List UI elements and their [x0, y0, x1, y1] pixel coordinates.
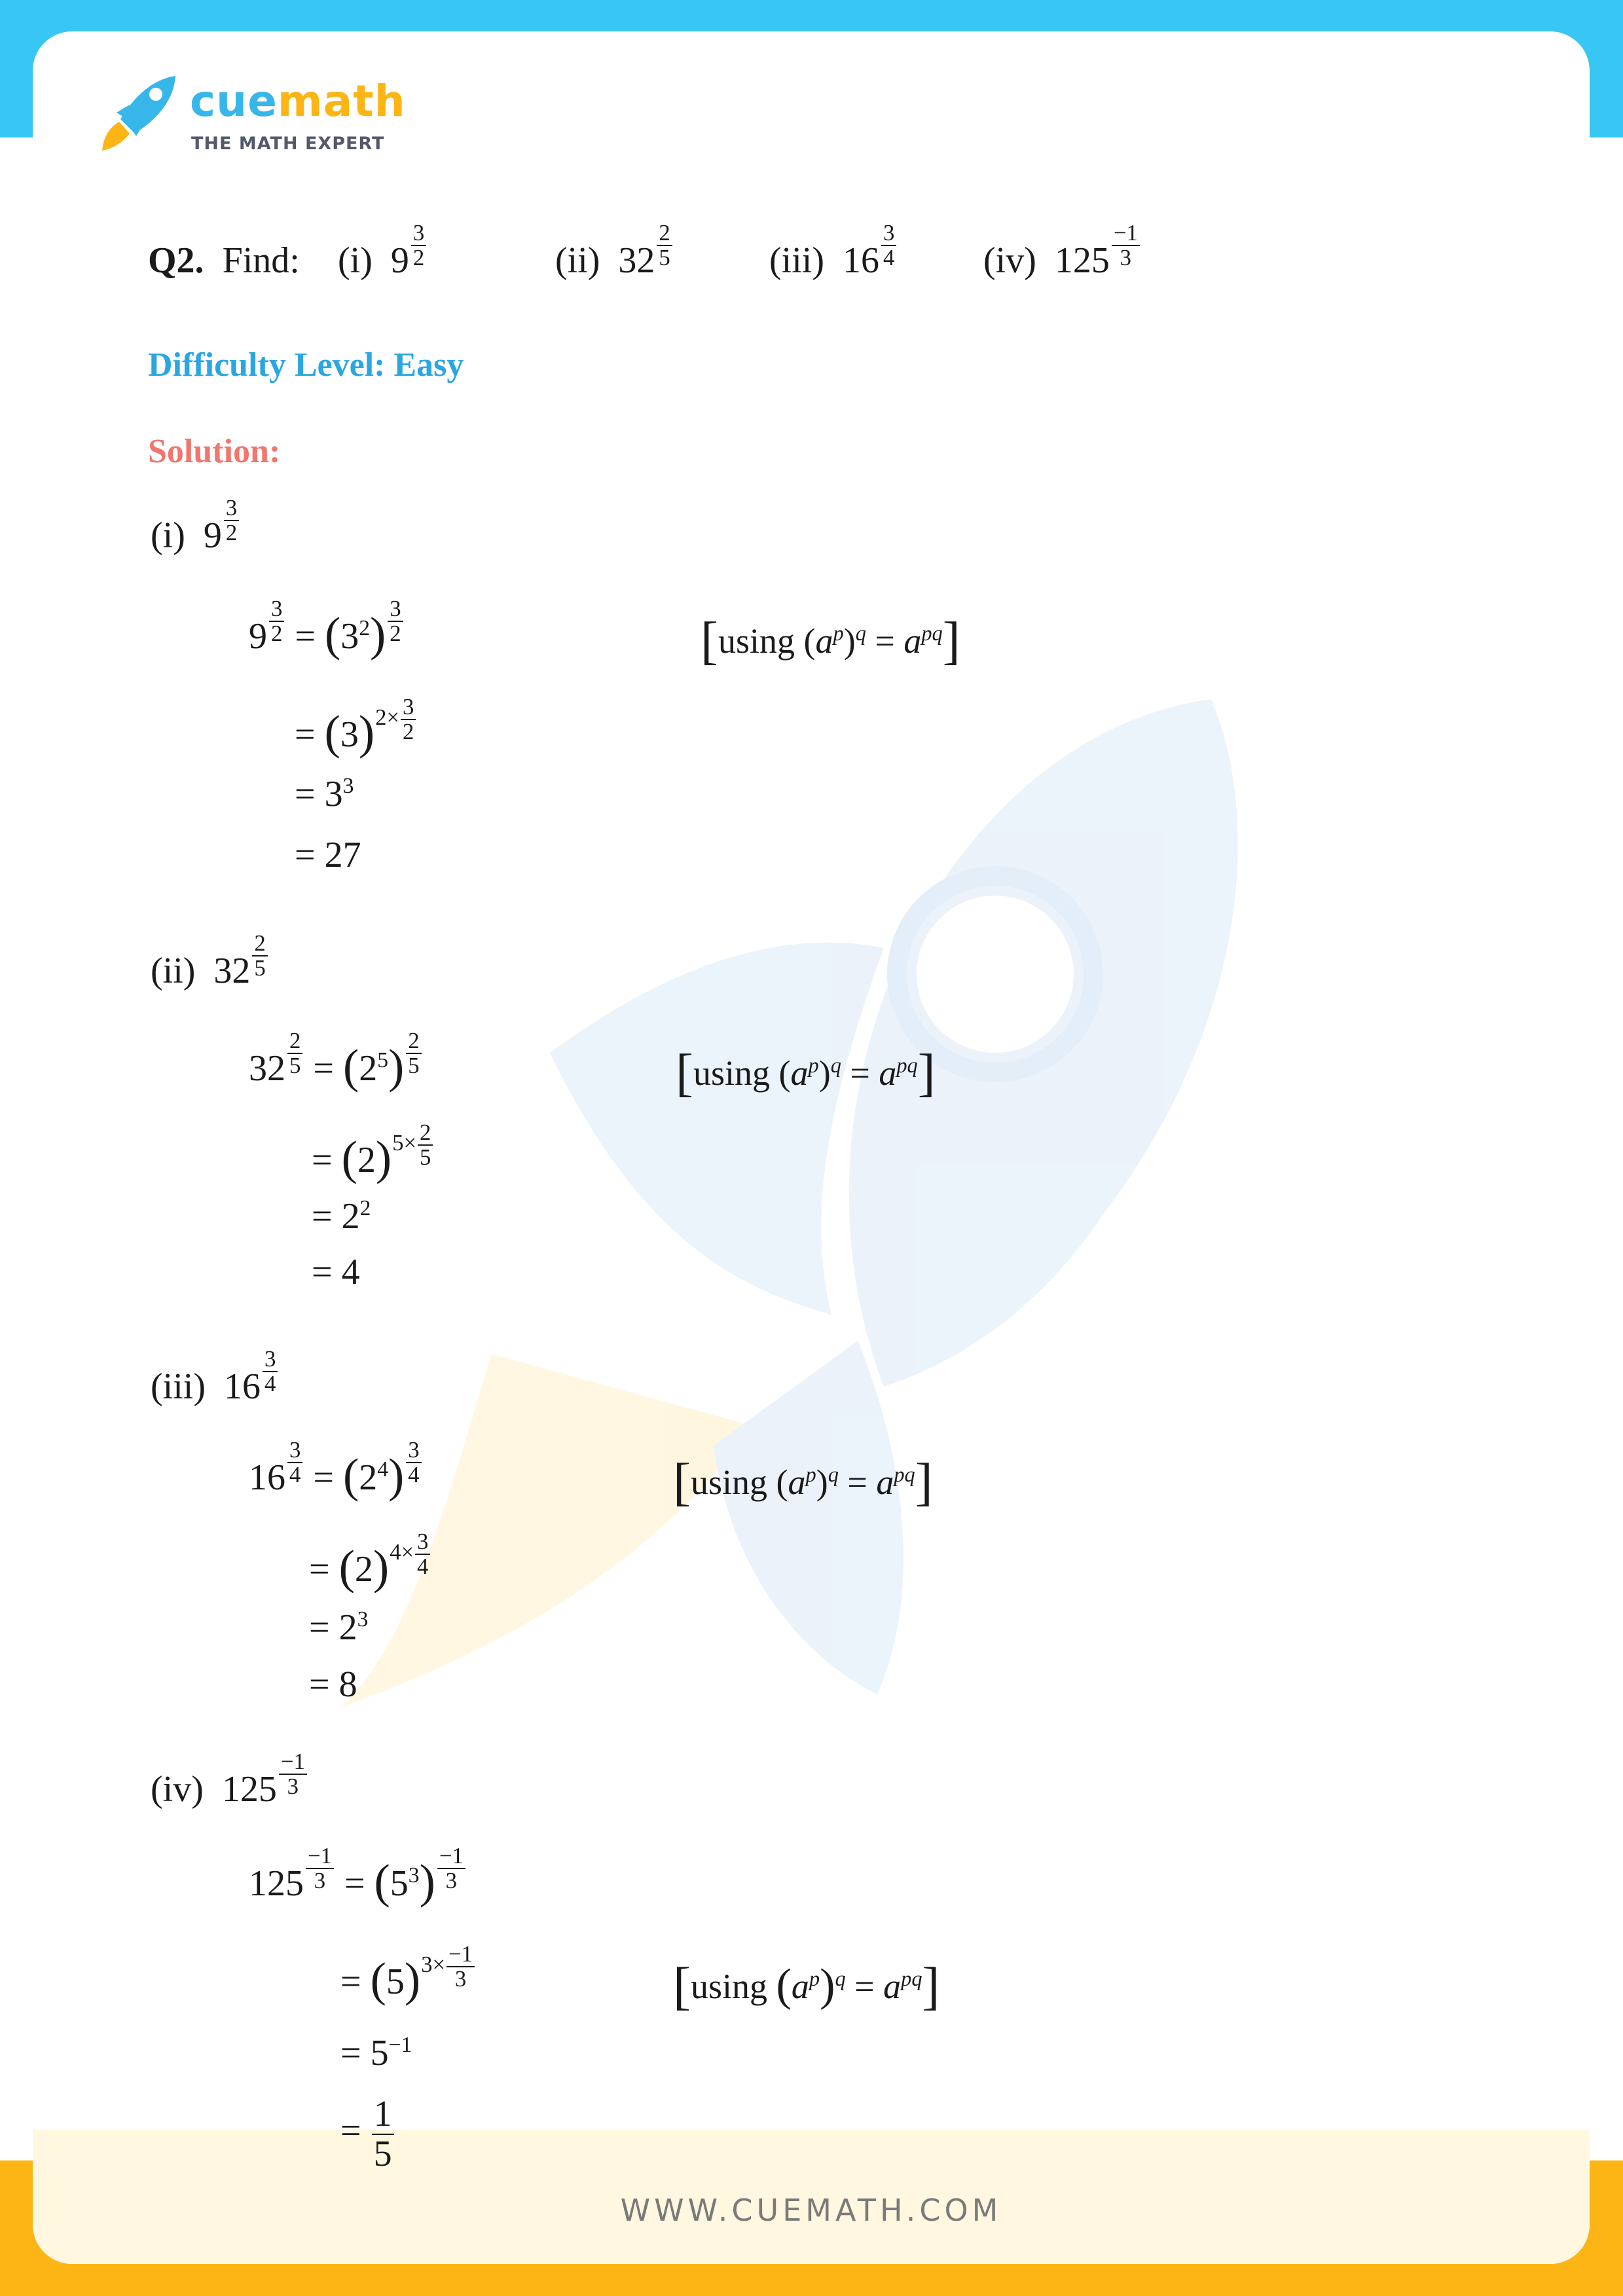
sol-i-step2: = $(3)^{2\times \frac{3}{2}}$: [295, 707, 417, 765]
sol-iv-step1: 125 $^{\frac{-1}{3}}$ = $(5^3)$ $^{\frac{-1}{3}}$: [249, 1856, 467, 1914]
question-label: Q2.: [148, 240, 204, 281]
rule-note-iv: [using $(a^p)^q = a^{pq}$]: [673, 1956, 940, 2015]
question-part-ii: (ii) 32 $^{\frac{2}{5}}$: [555, 242, 674, 291]
rule-note-iii: [using $(a^p)^q = a^{pq}$]: [673, 1452, 933, 1511]
sol-iii-header: (iii) 16 $^{\frac{3}{4}}$: [151, 1368, 279, 1417]
question-part-iii: (iii) 16 $^{\frac{3}{4}}$: [769, 242, 898, 291]
sol-iii-step1: 16 $^{\frac{3}{4}}$ = $(2^4)$ $^{\frac{3}{4}}$: [249, 1450, 423, 1508]
rule-note-ii: [using $(a^p)^q = a^{pq}$]: [676, 1043, 936, 1102]
question-prompt: Find:: [222, 240, 300, 281]
rocket-logo-icon: [90, 73, 182, 158]
footer-url[interactable]: WWW.CUEMATH.COM: [620, 2193, 1002, 2228]
logo-wordmark: cuemath: [190, 76, 406, 126]
sol-i-header: (i) 9 $^{\frac{3}{2}}$: [151, 517, 240, 566]
sol-i-result: = 27: [295, 835, 361, 875]
rule-note-i: [using $(a^p)^q = a^{pq}$]: [701, 611, 960, 670]
sol-ii-result: = 4: [312, 1252, 360, 1292]
sol-ii-step1: 32 $^{\frac{2}{5}}$ = $(2^5)$ $^{\frac{2}{5}}$: [249, 1041, 423, 1099]
sol-iii-step3: = $2^3$: [309, 1607, 369, 1648]
sol-ii-step3: = $2^2$: [312, 1195, 371, 1237]
cuemath-logo[interactable]: [90, 73, 405, 165]
difficulty-level: Difficulty Level: Easy: [148, 346, 464, 384]
sol-iv-result: = $\frac{1}{5}$: [340, 2095, 395, 2174]
sol-iii-result: = 8: [309, 1664, 357, 1705]
sol-iv-step3: = $5^{-1}$: [340, 2032, 412, 2073]
sol-ii-header: (ii) 32 $^{\frac{2}{5}}$: [151, 953, 269, 1002]
sol-iv-header: (iv) 125 $^{\frac{-1}{3}}$: [151, 1771, 308, 1820]
question-part-iv: (iv) 125 $^{\frac{-1}{3}}$: [983, 242, 1141, 291]
solution-label: Solution:: [148, 433, 281, 470]
footer: [33, 2130, 1590, 2264]
sol-iv-step2: = $(5)^{3\times \frac{-1}{3}}$: [340, 1954, 476, 2013]
question-line: [148, 242, 300, 279]
question-part-i: (i) 9 $^{\frac{3}{2}}$: [338, 242, 428, 291]
sol-i-step3: = $3^3$: [295, 773, 354, 814]
sol-ii-step2: = $(2)^{5\times \frac{2}{5}}$: [312, 1133, 434, 1191]
logo-tagline: THE MATH EXPERT: [191, 134, 385, 154]
sol-iii-step2: = $(2)^{4\times \frac{3}{4}}$: [309, 1542, 431, 1600]
sol-i-step1: 9 $^{\frac{3}{2}}$ = $(3^2)$ $^{\frac{3}{2}}$: [249, 609, 405, 667]
